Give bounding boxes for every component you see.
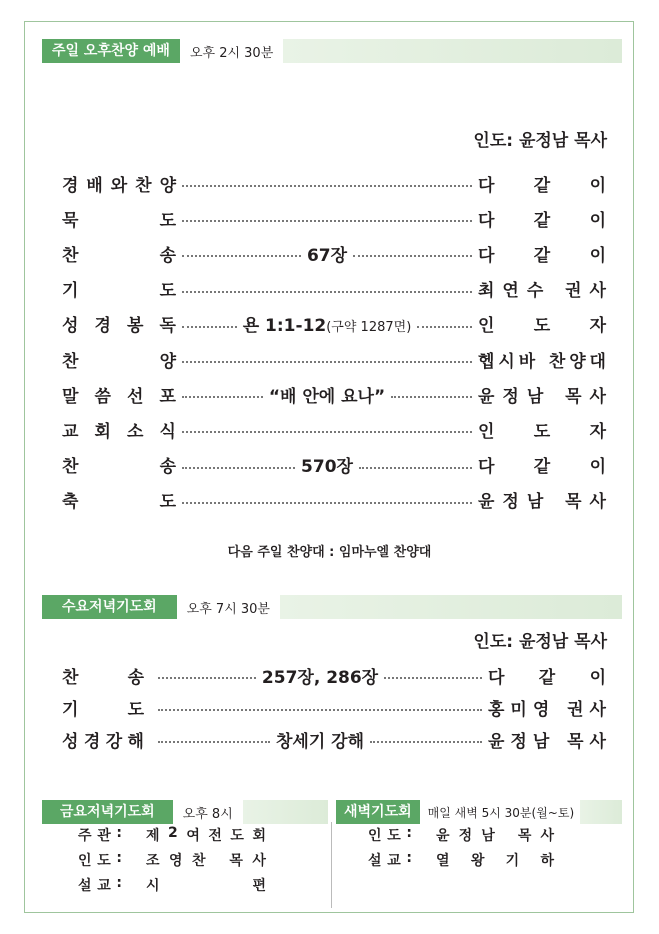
- order-responsible: 윤 정 남 목 사: [488, 731, 606, 752]
- dot-leader: [182, 326, 237, 328]
- order-label: 찬 송: [62, 245, 176, 266]
- dot-leader: [158, 709, 482, 711]
- dawn-bar-fade: [580, 800, 622, 824]
- dot-leader: [158, 741, 270, 743]
- detail-value: 조 영 찬 목 사: [146, 853, 266, 869]
- order-label: 교 회 소 식: [62, 421, 176, 442]
- order-content: 257장, 286장: [261, 667, 379, 688]
- dot-leader: [370, 741, 482, 743]
- dot-leader: [182, 220, 472, 222]
- order-note: (구약 1287면): [326, 320, 412, 336]
- dot-leader: [182, 502, 472, 504]
- detail-value: 윤 정 남 목 사: [436, 828, 554, 844]
- dot-leader: [182, 291, 472, 293]
- detail-value: 제 2 여 전 도 회: [146, 825, 266, 844]
- detail-value: 열 왕 기 하: [436, 853, 554, 869]
- wednesday-leader: 인도: 윤정남 목사: [473, 632, 607, 652]
- order-responsible: 인 도 자: [478, 421, 606, 442]
- friday-section-header: [42, 800, 328, 824]
- order-row: [62, 381, 606, 407]
- order-responsible: 다 같 이: [488, 667, 607, 688]
- dot-leader: [158, 677, 256, 679]
- column-divider: [331, 822, 332, 908]
- order-label: 묵 도: [62, 210, 176, 231]
- dot-leader: [182, 255, 301, 257]
- sunday-title: 주일 오후찬양 예배: [42, 39, 180, 63]
- dot-leader: [182, 361, 472, 363]
- order-responsible: 최 연 수 권 사: [478, 281, 606, 302]
- order-label: 경 배 와 찬 양: [62, 175, 176, 196]
- order-content: 67장: [306, 245, 348, 266]
- dawn-time: 매일 새벽 5시 30분(월~토): [427, 805, 575, 820]
- next-week-choir: 다음 주일 찬양대 : 임마누엘 찬양대: [227, 545, 432, 560]
- order-label: 말 씀 선 포: [62, 386, 176, 407]
- order-content: 570장: [301, 457, 353, 478]
- dawn-section-header: [336, 800, 622, 824]
- detail-row: [368, 825, 554, 845]
- order-responsible: 다 같 이: [478, 175, 606, 196]
- order-label: 성 경 강 해: [62, 731, 144, 752]
- order-label: 성 경 봉 독: [62, 316, 176, 337]
- wednesday-time: 오후 7시 30분: [186, 601, 270, 617]
- dot-leader: [182, 431, 472, 433]
- sunday-bar-fade: [283, 39, 622, 63]
- order-label: 찬 송: [62, 457, 176, 478]
- friday-bar-fade: [243, 800, 328, 824]
- order-row: [62, 694, 606, 720]
- dot-leader: [182, 185, 472, 187]
- order-responsible: 다 같 이: [478, 245, 606, 266]
- sunday-time: 오후 2시 30분: [189, 45, 274, 61]
- dot-leader: [417, 326, 472, 328]
- order-row: [62, 311, 606, 337]
- detail-row: [368, 850, 554, 870]
- dot-leader: [182, 467, 295, 469]
- order-responsible: 헵 시 바 찬 양 대: [478, 351, 606, 372]
- order-row: [62, 346, 606, 372]
- order-row: [62, 487, 606, 513]
- dot-leader: [391, 396, 472, 398]
- order-content: 창세기 강해: [275, 731, 365, 752]
- wednesday-bar-fade: [280, 595, 622, 619]
- detail-row: [78, 875, 266, 895]
- order-responsible: 윤 정 남 목 사: [478, 386, 606, 407]
- order-responsible: 인 도 자: [478, 316, 606, 337]
- order-row: [62, 205, 606, 231]
- dot-leader: [182, 396, 263, 398]
- order-content: “배 안에 요나”: [268, 386, 386, 407]
- order-label: 기 도: [62, 699, 144, 720]
- wednesday-section-header: [42, 595, 622, 619]
- order-content: 욘 1:1-12(구약 1287면): [242, 316, 412, 337]
- wednesday-title: 수요저녁기도회: [42, 595, 177, 619]
- friday-title: 금요저녁기도회: [42, 800, 173, 824]
- order-row: [62, 240, 606, 266]
- order-row: [62, 662, 606, 688]
- order-responsible: 홍 미 영 권 사: [488, 699, 606, 720]
- order-responsible: 다 같 이: [478, 210, 606, 231]
- sunday-section-header: [42, 39, 622, 63]
- detail-row: [78, 825, 266, 845]
- order-label: 축 도: [62, 492, 176, 513]
- detail-row: [78, 850, 266, 870]
- detail-key: 설 교 :: [368, 850, 412, 869]
- order-row: [62, 416, 606, 442]
- detail-value: 시 편: [146, 878, 266, 894]
- order-row: [62, 726, 606, 752]
- order-row: [62, 452, 606, 478]
- order-label: 기 도: [62, 281, 176, 302]
- dot-leader: [353, 255, 472, 257]
- order-responsible: 다 같 이: [478, 457, 607, 478]
- dot-leader: [359, 467, 472, 469]
- order-label: 찬 양: [62, 351, 176, 372]
- order-row: [62, 276, 606, 302]
- detail-key: 주 관 :: [78, 825, 122, 844]
- dawn-title: 새벽기도회: [336, 800, 420, 824]
- order-responsible: 윤 정 남 목 사: [478, 492, 606, 513]
- order-label: 찬 송: [62, 667, 144, 688]
- detail-key: 인 도 :: [78, 850, 122, 869]
- dot-leader: [384, 677, 482, 679]
- order-row: [62, 170, 606, 196]
- sunday-leader: 인도: 윤정남 목사: [473, 131, 607, 151]
- detail-key: 인 도 :: [368, 825, 412, 844]
- friday-time: 오후 8시: [182, 806, 233, 822]
- detail-key: 설 교 :: [78, 875, 122, 894]
